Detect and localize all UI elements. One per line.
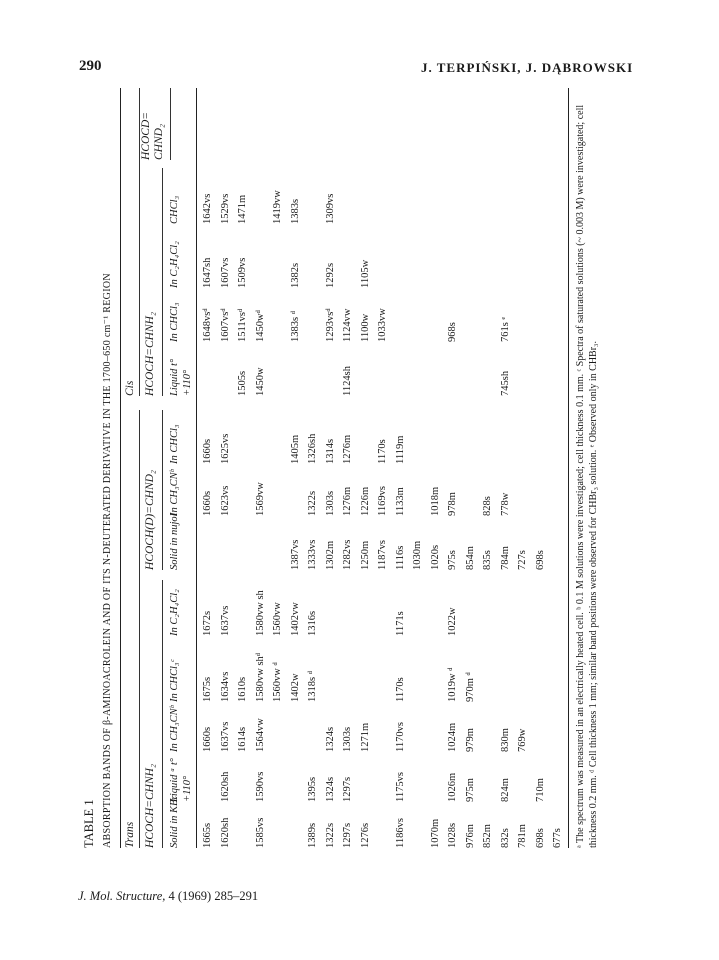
table-cell: 1293vsᵈ [324, 308, 336, 342]
table-cell: 835s [482, 550, 493, 570]
table-cell: 1405m [289, 434, 301, 464]
table-cell: 1070m [429, 818, 441, 848]
column-header: In CHCl₃ᶜ [169, 659, 180, 702]
table-top-rule [120, 88, 121, 848]
table-cell: 824m [499, 778, 511, 802]
table-cell: 1170s [377, 439, 388, 464]
table-cell: 1302m [324, 540, 336, 570]
table-cell: 1511vsᵈ [237, 308, 248, 342]
table-cell: 1402vw [289, 602, 301, 636]
group-cis: Cis [124, 380, 136, 396]
table-cell: 1303s [342, 726, 353, 752]
table-cell: 1309vs [324, 193, 336, 224]
table-cell: 1505s [237, 370, 248, 396]
table-cell: 1030m [412, 540, 423, 570]
table-cell: 1585vs [254, 817, 266, 848]
group-trans-d: HCOCH(D)=CHND₂ [144, 470, 156, 570]
table-cell: 1276s [359, 822, 371, 848]
table-cell: 1395s [307, 776, 318, 802]
table-cell: 1324s [324, 776, 336, 802]
table-cell: 727s [517, 550, 528, 570]
table-cell: 1590vs [254, 771, 266, 802]
table-cell: 1383s ᵈ [289, 311, 301, 342]
table-cell: 1471m [237, 194, 248, 224]
table-cell: 1322s [324, 822, 336, 848]
table-cell: 1665s [202, 822, 213, 848]
table-cell: 1607vsᵈ [219, 308, 231, 342]
table-cell: 1625vs [219, 433, 231, 464]
table-cell: 1333vs [307, 539, 318, 570]
table-cell: 1648vsᵈ [202, 308, 213, 342]
column-header: In C₂H₄Cl₂ [169, 241, 180, 288]
table-cell: 1276m [342, 434, 353, 464]
table-cell: 1623vs [219, 485, 231, 516]
table-cell: 1119m [394, 435, 406, 464]
table-cell: 1100w [359, 313, 371, 342]
table-cell: 1314s [324, 438, 336, 464]
table-cell: 710m [534, 778, 546, 802]
table-cell: 1560vw ᵈ [272, 662, 283, 702]
table-cell: 1316s [307, 610, 318, 636]
table-cell: 1019w ᵈ [447, 667, 458, 702]
table-cell: 1171s [394, 611, 406, 636]
table-cell: 1642vs [202, 193, 213, 224]
table-cell: 1450w [254, 367, 266, 396]
table-cell: 1297s [342, 776, 353, 802]
table-cell: 1402w [289, 673, 301, 702]
table-cell: 1389s [307, 822, 318, 848]
table-cell: 1169vs [377, 486, 388, 516]
table-cell: 1580vw shᵈ [254, 652, 266, 702]
table-cell: 975s [447, 550, 458, 570]
journal-citation [78, 889, 258, 904]
table-cell: 1450wᵈ [254, 310, 266, 342]
journal-ref: 4 (1969) 285–291 [168, 889, 259, 903]
table-cell: 1018m [429, 486, 441, 516]
column-header: Liquid ᵃ t°+110° [169, 758, 193, 802]
table-cell: 1634vs [219, 671, 231, 702]
table-cell: 1569vw [254, 482, 266, 516]
table-cell: 1022w [447, 607, 458, 636]
table-cell: 1187vs [377, 540, 388, 570]
group-trans: Trans [124, 821, 136, 848]
table-cell: 828s [482, 496, 493, 516]
page-number: 290 [79, 58, 102, 74]
running-header-authors: J. TERPIŃSKI, J. DĄBROWSKI [421, 60, 634, 75]
table-cell: 976m [464, 824, 476, 848]
table-cell: 1620sh [219, 771, 231, 802]
column-header: In CHCl₃ [169, 302, 180, 342]
table-cell: 1637vs [219, 721, 231, 752]
table-cell: 1326sh [307, 433, 318, 464]
table-cell: 1383s [289, 198, 301, 224]
trans-rule [139, 410, 140, 848]
cis-d-rule [170, 88, 171, 160]
table-cell: 832s [499, 828, 511, 848]
table-cell: 1620sh [219, 817, 231, 848]
table-cell: 1322s [307, 490, 318, 516]
table-cell: 1660s [202, 490, 213, 516]
table-cell: 854m [464, 546, 476, 570]
table-cell: 1387vs [289, 539, 301, 570]
table-cell: 852m [482, 824, 493, 848]
table-cell: 1580vw sh [254, 590, 266, 636]
table-cell: 975m [464, 778, 476, 802]
table-cell: 1124vw [342, 308, 353, 342]
table-cell: 1297s [342, 822, 353, 848]
table-cell: 1170s [394, 677, 406, 702]
table-cell: 1226m [359, 486, 371, 516]
table-cell: 1028s [447, 822, 458, 848]
group-cis-d: HCOCD= CHND₂ [140, 111, 165, 160]
table-cell: 761s ᵉ [499, 316, 511, 342]
table-cell: 979m [464, 728, 476, 752]
table-cell: 1637vs [219, 605, 231, 636]
table-cell: 1292s [324, 262, 336, 288]
column-header: CHCl₃ [169, 195, 180, 224]
table-cell: 1610s [237, 676, 248, 702]
table-cell: 1324s [324, 726, 336, 752]
table-cell: 778w [499, 492, 511, 516]
table-cell: 1419vw [272, 190, 283, 224]
table-cell: 968s [447, 322, 458, 342]
table-cell: 1318s ᵈ [307, 671, 318, 702]
table-cell: 1529vs [219, 193, 231, 224]
table-cell: 784m [499, 546, 511, 570]
journal-name: J. Mol. Structure, [78, 889, 166, 903]
column-header: In C₂H₄Cl₂ [169, 589, 180, 636]
table-cell: 745sh [499, 370, 511, 396]
trans-d-rule [162, 410, 163, 570]
cis-h-rule [162, 168, 163, 396]
column-header: In CHCl₃ [169, 424, 180, 464]
column-header: In CH₃CNᵇ [169, 705, 180, 752]
table-cell: 970m ᵈ [464, 672, 476, 702]
table-cell: 1672s [202, 610, 213, 636]
table-cell: 1020s [429, 544, 441, 570]
table-label: TABLE 1 [82, 799, 96, 848]
table-cell: 1564vw [254, 718, 266, 752]
trans-h-rule [162, 580, 163, 848]
table-cell: 1560vw [272, 602, 283, 636]
table-cell: 1647sh [202, 257, 213, 288]
table-cell: 1124sh [342, 366, 353, 396]
table-cell: 1607vs [219, 257, 231, 288]
table-cell: 1116s [394, 545, 406, 570]
table-cell: 1175vs [394, 772, 406, 802]
table-cell: 698s [534, 550, 546, 570]
table-cell: 1660s [202, 726, 213, 752]
table-cell: 1170vs [394, 722, 406, 752]
table-cell: 1026m [447, 772, 458, 802]
table-bottom-rule [568, 88, 569, 848]
table-cell: 677s [552, 828, 563, 848]
table-cell: 830m [499, 728, 511, 752]
table-caption: ABSORPTION BANDS OF β-AMINOACROLEIN AND OF ITS N-DEUTERATED DERIVATIVE IN THE 1700–650 cm⁻¹ REGION [102, 273, 113, 848]
header-bottom-rule [196, 88, 197, 848]
table-cell: 1186vs [394, 818, 406, 848]
table-cell: 1509vs [237, 257, 248, 288]
table-cell: 1303s [324, 490, 336, 516]
table-cell: 978m [447, 492, 458, 516]
table-cell: 1133m [394, 487, 406, 516]
table-cell: 1382s [289, 262, 301, 288]
table-cell: 1276m [342, 486, 353, 516]
group-cis-h: HCOCH=CHNH₂ [144, 312, 156, 396]
table-cell: 781m [517, 824, 528, 848]
table-footnotes: ᵃ The spectrum was measured in an electrically heated cell. ᵇ 0.1 M solutions were investigated; cell thickness 0.1 mm. ᶜ Spectra of saturated solutions (~ 0.003 M) were investigated; cell thickness 0.2 mm. ᵈ Cell thickness 1 mm; similar band positions were observed for CHBr₃ solution. ᵉ Observed only in CHBr₃. [575, 104, 599, 848]
table-cell: 1105w [359, 259, 371, 288]
table-cell: 1033vw [377, 308, 388, 342]
column-header: Liquid t°+110° [169, 358, 193, 396]
table-cell: 1282vs [342, 539, 353, 570]
table-cell: 1024m [447, 722, 458, 752]
table-rotated [82, 88, 636, 848]
table-cell: 1660s [202, 438, 213, 464]
table-cell: 1675s [202, 676, 213, 702]
group-trans-h: HCOCH=CHNH₂ [144, 764, 156, 848]
column-header: Solid in nujol [169, 513, 180, 570]
table-cell: 1271m [359, 722, 371, 752]
table-cell: 1250m [359, 540, 371, 570]
column-header: Solid in KBr [169, 795, 180, 848]
column-header: In CH₃CNᵇ [169, 469, 180, 516]
table-cell: 698s [534, 828, 546, 848]
table-cell: 1614s [237, 726, 248, 752]
table-cell: 769w [517, 728, 528, 752]
